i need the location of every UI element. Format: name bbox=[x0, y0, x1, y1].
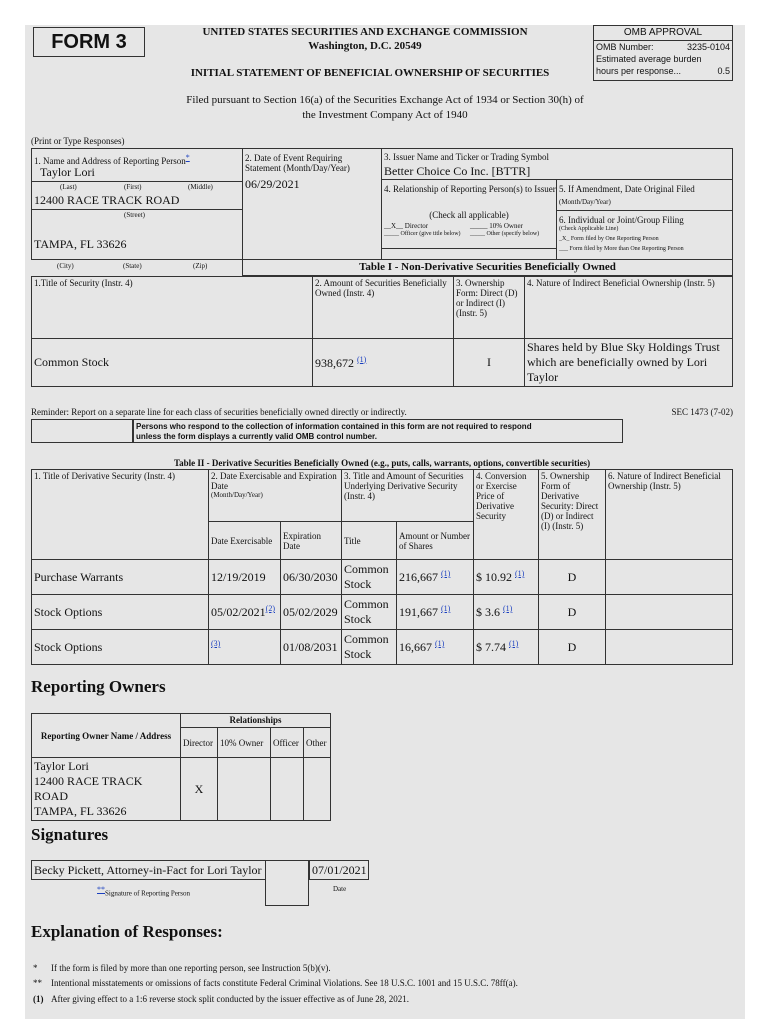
reporting-person-name: Taylor Lori bbox=[40, 165, 95, 179]
box-2-label: 2. Date of Event Requiring Statement (Month/Day/Year) bbox=[245, 153, 350, 173]
table-2-title: Table II - Derivative Securities Beneficially Owned (e.g., puts, calls, warrants, options, convertible securities) bbox=[173, 458, 591, 468]
footnote-ref[interactable]: (1) bbox=[503, 604, 513, 613]
t2-row-price: $ 3.6 $^{(1)}$ bbox=[474, 595, 539, 630]
box-3-label: 3. Issuer Name and Ticker or Trading Symbol bbox=[384, 152, 549, 162]
t2-row-amount: 191,667 $^{(1)}$ bbox=[397, 595, 474, 630]
persons-notice-line1: Persons who respond to the collection of information contained in this form are not required to respond bbox=[136, 422, 532, 431]
t2-row-date-ex bbox=[209, 630, 281, 665]
issuer-name: Better Choice Co Inc. [BTTR] bbox=[384, 164, 531, 178]
ten-percent-option: _____ 10% Owner bbox=[470, 222, 523, 230]
note-3: (1) After giving effect to a 1:6 reverse stock split conducted by the issuer effective as of June 28, 2021. bbox=[33, 994, 410, 1004]
t2-sub-date-ex: Date Exercisable bbox=[209, 522, 281, 560]
first-label: (First) bbox=[124, 183, 142, 191]
t2-col-underlying: 3. Title and Amount of Securities Underlying Derivative Security (Instr. 4) bbox=[342, 470, 474, 522]
table-1-title-box bbox=[242, 259, 733, 276]
footnote-ref[interactable]: * bbox=[185, 153, 190, 162]
t2-col-dates-label: 2. Date Exercisable and Expiration Date bbox=[211, 471, 337, 491]
owner-line1: Taylor Lori bbox=[34, 759, 89, 773]
owner-other-cell bbox=[304, 758, 331, 821]
t1-col-nature: 4. Nature of Indirect Beneficial Ownership (Instr. 5) bbox=[525, 277, 733, 339]
t2-row-form: D bbox=[539, 560, 606, 595]
owner-ten-pct-cell bbox=[218, 758, 271, 821]
box-5-sub: (Month/Day/Year) bbox=[559, 198, 611, 206]
state-label: (State) bbox=[123, 262, 142, 270]
signature-date: 07/01/2021 bbox=[312, 863, 367, 877]
form-page bbox=[25, 25, 745, 1019]
t1-col-title: 1.Title of Security (Instr. 4) bbox=[32, 277, 313, 339]
omb-number-value: 3235-0104 bbox=[686, 42, 730, 52]
t1-nature: Shares held by Blue Sky Holdings Trust which are beneficially owned by Lori Taylor bbox=[525, 339, 733, 387]
box-3-issuer bbox=[381, 148, 733, 180]
filed-pursuant-line2: the Investment Company Act of 1940 bbox=[302, 109, 468, 121]
t2-row-under-title: Common Stock bbox=[342, 630, 397, 665]
t1-ownership-form: I bbox=[454, 339, 525, 387]
footnote-ref[interactable]: (3) bbox=[211, 639, 221, 648]
box-5-label: 5. If Amendment, Date Original Filed bbox=[559, 184, 695, 194]
t2-row-amount: 16,667 $^{(1)}$ bbox=[397, 630, 474, 665]
reporting-person-city: TAMPA, FL 33626 bbox=[34, 237, 127, 251]
director-option: __X__ Director bbox=[384, 222, 429, 230]
omb-title: OMB APPROVAL bbox=[623, 27, 703, 38]
t1-col-amount: 2. Amount of Securities Beneficially Owned (Instr. 4) bbox=[313, 277, 454, 339]
footnote-ref[interactable]: (1) bbox=[441, 604, 451, 613]
middle-label: (Middle) bbox=[188, 183, 213, 191]
form-label: FORM 3 bbox=[33, 27, 145, 57]
signature-spacer-box bbox=[265, 860, 309, 906]
footnote-ref[interactable]: (1) bbox=[441, 569, 451, 578]
t2-row-nature bbox=[606, 560, 733, 595]
owner-line3: TAMPA, FL 33626 bbox=[34, 804, 127, 818]
signature-date-box bbox=[309, 860, 369, 880]
t2-row-title: Stock Options bbox=[32, 630, 209, 665]
t2-row-exp: 05/02/2029 bbox=[281, 595, 342, 630]
owner-name-address bbox=[32, 758, 181, 821]
omb-burden-value: 0.5 bbox=[717, 66, 730, 76]
table-row bbox=[32, 595, 733, 630]
t2-row-date-ex: 05/02/2021$^{(2)}$ bbox=[209, 595, 281, 630]
t2-row-under-title: Common Stock bbox=[342, 595, 397, 630]
t2-row-form: D bbox=[539, 595, 606, 630]
persons-notice-line2: unless the form displays a currently valid OMB control number. bbox=[136, 432, 377, 441]
signer-box bbox=[31, 860, 266, 880]
reporting-person-street: 12400 RACE TRACK ROAD bbox=[34, 193, 180, 207]
owner-director-mark: X bbox=[181, 758, 218, 821]
owner-officer-cell bbox=[271, 758, 304, 821]
footnote-ref[interactable]: ** bbox=[97, 885, 105, 894]
box-1-label: 1. Name and Address of Reporting Person* bbox=[34, 153, 190, 166]
box-1-reporting-person bbox=[31, 148, 243, 260]
t1-col-form: 3. Ownership Form: Direct (D) or Indirect (I) (Instr. 5) bbox=[454, 277, 525, 339]
omb-number-label: OMB Number: bbox=[596, 42, 654, 52]
t2-row-nature bbox=[606, 595, 733, 630]
note-2: ** Intentional misstatements or omissions of facts constitute Federal Criminal Violations. See 18 U.S.C. 1001 and 15 U.S.C. 78ff(a). bbox=[33, 978, 518, 988]
print-or-type: (Print or Type Responses) bbox=[31, 136, 125, 146]
officer-option: _____ Officer (give title below) bbox=[384, 231, 461, 237]
owner-col-ten-pct: 10% Owner bbox=[218, 728, 271, 758]
t2-col-title: 1. Title of Derivative Security (Instr. 4) bbox=[32, 470, 209, 560]
check-all-applicable: (Check all applicable) bbox=[429, 210, 509, 220]
persons-notice-box bbox=[133, 419, 623, 443]
t2-sub-amount: Amount or Number of Shares bbox=[397, 522, 474, 560]
owner-col-other: Other bbox=[304, 728, 331, 758]
footnote-ref[interactable]: (1) bbox=[357, 354, 367, 364]
box-2-event-date bbox=[242, 148, 382, 260]
footnote-ref[interactable]: (2) bbox=[265, 604, 275, 613]
owner-col-name: Reporting Owner Name / Address bbox=[32, 714, 181, 758]
t2-row-amount: 216,667 $^{(1)}$ bbox=[397, 560, 474, 595]
t2-sub-title: Title bbox=[342, 522, 397, 560]
reporting-owners-heading: Reporting Owners bbox=[31, 677, 166, 696]
explanation-heading: Explanation of Responses: bbox=[31, 922, 223, 941]
t2-row-exp: 06/30/2030 bbox=[281, 560, 342, 595]
date-label: Date bbox=[333, 885, 347, 893]
street-label: (Street) bbox=[124, 211, 145, 219]
box-6-label-small: (Check Applicable Line) bbox=[559, 226, 619, 232]
omb-approval-box bbox=[593, 25, 733, 81]
box-4-label: 4. Relationship of Reporting Person(s) to Issuer bbox=[384, 184, 556, 194]
note-1: * If the form is filed by more than one reporting person, see Instruction 5(b)(v). bbox=[33, 963, 331, 973]
t2-row-price: $ 7.74 $^{(1)}$ bbox=[474, 630, 539, 665]
signatures-heading: Signatures bbox=[31, 825, 109, 844]
t2-row-exp: 01/08/2031 bbox=[281, 630, 342, 665]
footnote-ref[interactable]: (1) bbox=[515, 569, 525, 578]
t2-row-form: D bbox=[539, 630, 606, 665]
t2-row-title: Stock Options bbox=[32, 595, 209, 630]
relationships-header: Relationships bbox=[181, 714, 331, 728]
other-option: _____ Other (specify below) bbox=[470, 231, 540, 237]
table-row bbox=[32, 339, 733, 387]
form-title: INITIAL STATEMENT OF BENEFICIAL OWNERSHIP OF SECURITIES bbox=[190, 67, 550, 79]
t1-amount: 938,672 $^{(1)}$ bbox=[313, 339, 454, 387]
table-1-title: Table I - Non-Derivative Securities Beneficially Owned bbox=[359, 261, 616, 273]
notice-left-box bbox=[31, 419, 133, 443]
box-5-amendment bbox=[556, 179, 733, 211]
zip-label: (Zip) bbox=[193, 262, 208, 270]
omb-burden-line2: hours per response... bbox=[596, 66, 682, 76]
table-row bbox=[32, 560, 733, 595]
filed-pursuant-line1: Filed pursuant to Section 16(a) of the Securities Exchange Act of 1934 or Section 30(h) of bbox=[186, 94, 584, 106]
t2-row-price: $ 10.92 $^{(1)}$ bbox=[474, 560, 539, 595]
signer-name: Becky Pickett, Attorney-in-Fact for Lori Taylor bbox=[34, 863, 262, 877]
agency-name: UNITED STATES SECURITIES AND EXCHANGE COMMISSION bbox=[202, 26, 528, 38]
box-6-filing-type bbox=[556, 210, 733, 260]
box-4-relationship bbox=[381, 179, 557, 249]
t2-col-nature: 6. Nature of Indirect Beneficial Ownership (Instr. 5) bbox=[606, 470, 733, 560]
owner-line2: 12400 RACE TRACK ROAD bbox=[34, 774, 143, 803]
t2-row-title: Purchase Warrants bbox=[32, 560, 209, 595]
table-1 bbox=[31, 276, 733, 387]
owner-col-director: Director bbox=[181, 728, 218, 758]
signature-label: **Signature of Reporting Person bbox=[97, 885, 190, 898]
city-label: (City) bbox=[57, 262, 74, 270]
omb-burden-line1: Estimated average burden bbox=[596, 54, 702, 64]
owner-col-officer: Officer bbox=[271, 728, 304, 758]
agency-city: Washington, D.C. 20549 bbox=[308, 40, 422, 52]
filing-option-one: _X_ Form filed by One Reporting Person bbox=[559, 236, 659, 242]
reporting-owners-table bbox=[31, 713, 331, 821]
t2-sub-exp: Expiration Date bbox=[281, 522, 342, 560]
t2-row-under-title: Common Stock bbox=[342, 560, 397, 595]
table-row bbox=[32, 630, 733, 665]
t2-row-date-ex: 12/19/2019 bbox=[209, 560, 281, 595]
t2-col-form: 5. Ownership Form of Derivative Security: Direct (D) or Indirect (I) (Instr. 5) bbox=[539, 470, 606, 560]
table-row bbox=[32, 758, 331, 821]
t2-col-price: 4. Conversion or Exercise Price of Derivative Security bbox=[474, 470, 539, 560]
last-label: (Last) bbox=[60, 183, 77, 191]
table-2 bbox=[31, 469, 733, 665]
filing-option-many: ___ Form filed by More than One Reporting Person bbox=[559, 246, 684, 252]
footnote-ref[interactable]: (1) bbox=[435, 639, 445, 648]
t2-col-dates bbox=[209, 470, 342, 522]
footnote-ref[interactable]: (1) bbox=[509, 639, 519, 648]
reminder: Reminder: Report on a separate line for each class of securities beneficially owned directly or indirectly. bbox=[31, 407, 407, 417]
t2-col-dates-sub: (Month/Day/Year) bbox=[211, 491, 263, 499]
box-6-label: 6. Individual or Joint/Group Filing bbox=[559, 215, 684, 225]
sec-code: SEC 1473 (7-02) bbox=[671, 407, 733, 417]
t2-row-nature bbox=[606, 630, 733, 665]
event-date: 06/29/2021 bbox=[245, 177, 300, 191]
t1-security-title: Common Stock bbox=[32, 339, 313, 387]
